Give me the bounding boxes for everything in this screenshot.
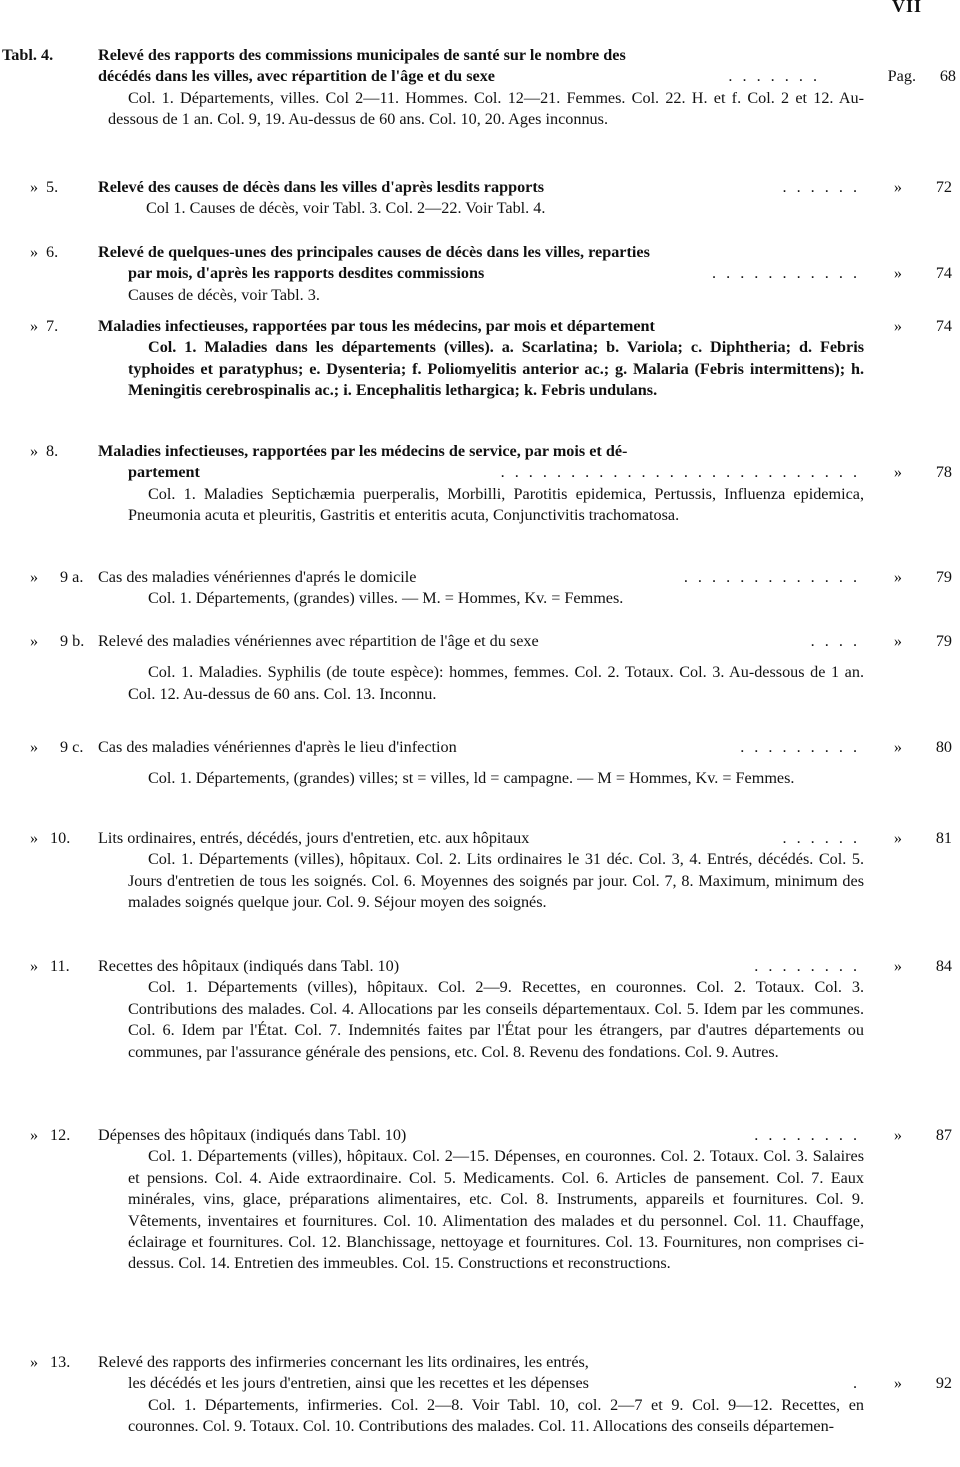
page-number: 79 xyxy=(935,632,952,650)
page-number: 79 xyxy=(935,568,952,586)
page-number: 78 xyxy=(935,463,952,482)
page-number: 87 xyxy=(935,1126,952,1144)
table-entry-12 xyxy=(0,1125,960,1273)
entry-heading: Relevé des rapports des infirmeries concernant les lits ordinaires, les entrés, xyxy=(98,1353,589,1371)
table-number: Tabl. 4. xyxy=(2,46,54,64)
entry-heading: les décédés et les jours d'entretien, ainsi que les recettes et les dépenses . xyxy=(128,1373,860,1394)
table-number: 9 c. xyxy=(60,738,84,756)
entry-heading: Cas des maladies vénériennes d'aprés le domicile . . . . . . . . . . . . . xyxy=(98,567,860,588)
page-number: 74 xyxy=(935,264,952,283)
table-number: 12. xyxy=(50,1126,71,1144)
page-roman-numeral: VII xyxy=(891,0,922,16)
ditto-mark: » xyxy=(30,178,39,196)
page-number: 80 xyxy=(935,738,952,756)
leader-dots: . . . . . . . . xyxy=(750,1125,860,1146)
entry-heading: Relevé de quelques-unes des principales causes de décès dans les villes, reparties xyxy=(98,243,650,261)
leader-dots: . . . . . . . . . . . . . xyxy=(680,567,860,588)
table-number: 9 a. xyxy=(60,568,84,586)
leader-dots: . . . . . . . . xyxy=(750,956,860,977)
entry-heading: Recettes des hôpitaux (indiqués dans Tabl. 10) . . . . . . . . xyxy=(98,956,860,977)
entry-heading: Relevé des rapports des commissions municipales de santé sur le nombre des xyxy=(98,46,626,64)
table-number: 8. xyxy=(46,442,59,460)
ditto-mark: » xyxy=(893,829,902,847)
leader-dots: . . . . . . . . . . . . . . . . . . . . . . . . . . xyxy=(497,462,860,483)
page-number: 81 xyxy=(935,829,952,847)
entry-heading: Maladies infectieuses, rapportées par les médecins de service, par mois et dé- xyxy=(98,442,628,460)
table-entry-13 xyxy=(0,1352,960,1436)
table-entry-7 xyxy=(0,316,960,400)
entry-heading: décédés dans les villes, avec répartition de l'âge et du sexe . . . . . . . xyxy=(98,66,820,87)
ditto-mark: » xyxy=(30,1353,39,1371)
table-number: 10. xyxy=(50,829,71,847)
ditto-mark: » xyxy=(30,317,39,335)
entry-heading: Cas des maladies vénériennes d'après le lieu d'infection . . . . . . . . . xyxy=(98,737,860,758)
entry-description: Col. 1. Départements, (grandes) villes; st = villes, ld = campagne. — M = Hommes, Kv. = Femmes. xyxy=(148,769,795,788)
entry-description: Col. 1. Départements, villes. Col 2—11. Hommes. Col. 12—21. Femmes. Col. 22. H. et f. Col. 2 et 12. Au-dessous de 1 an. Col. 9, 19. Au-dessus de 60 ans. Col. 10, 20. Ages inconnus. xyxy=(108,88,864,129)
entry-description: Col. 1. Départements (villes), hôpitaux. Col. 2—15. Dépenses, en couronnes. Col. 2. Totaux. Col. 3. Salaires et pensions. Col. 4. Aide extraordinaire. Col. 5. Medicaments. Col. 6. Articles de pansement. Col. 7. Eaux minérales, vins, glace, préparations alimentaires, etc. Col. 8. Instruments, appareils et fournitures. Col. 9. Vêtements, inventaires et fournitures. Col. 10. Alimentation des malades et du personnel. Col. 11. Chauffage, éclairage et fournitures. Col. 12. Blanchissage, nettoyage et fournitures. Col. 13. Fournitures, non comprises ci-dessus. Col. 14. Entretien des immeubles. Col. 15. Constructions et reconstructions. xyxy=(128,1147,864,1273)
entry-description: Causes de décès, voir Tabl. 3. xyxy=(128,285,320,304)
ditto-mark: » xyxy=(30,632,39,650)
ditto-mark: » xyxy=(30,738,39,756)
leader-dots: . . . . . . xyxy=(778,828,860,849)
ditto-mark: » xyxy=(893,463,902,482)
leader-dots: . . . . . . . . . . . xyxy=(708,263,860,284)
ditto-mark: » xyxy=(893,264,902,283)
ditto-mark: » xyxy=(30,442,39,460)
entry-description: Col. 1. Maladies. Syphilis (de toute espèce): hommes, femmes. Col. 2. Totaux. Col. 3. Au-dessous de 1 an. Col. 12. Au-dessus de 60 ans. Col. 13. Inconnu. xyxy=(128,663,864,703)
table-number: 7. xyxy=(46,317,59,335)
entry-description: Col 1. Causes de décès, voir Tabl. 3. Col. 2—22. Voir Tabl. 4. xyxy=(146,199,546,218)
table-entry-10 xyxy=(0,828,960,912)
entry-description: Col. 1. Départements, infirmeries. Col. 2—8. Voir Tabl. 10, col. 2—7 et 9. Col. 9—12. Recettes, en couronnes. Col. 9. Totaux. Col. 10. Contributions des malades. Col. 11. Allocations des conseils départemen- xyxy=(128,1395,864,1436)
ditto-mark: » xyxy=(30,1126,39,1144)
ditto-mark: » xyxy=(30,243,39,261)
leader-dots: . . . . . . xyxy=(778,177,860,198)
ditto-mark: » xyxy=(893,568,902,586)
table-number: 6. xyxy=(46,243,59,261)
entry-heading: Relevé des causes de décès dans les villes d'après lesdits rapports . . . . . . xyxy=(98,177,860,198)
ditto-mark: » xyxy=(30,568,39,586)
table-entry-8 xyxy=(0,441,960,525)
ditto-mark: » xyxy=(893,1374,902,1393)
table-entry-11 xyxy=(0,956,960,1061)
table-entry-9b xyxy=(0,631,960,703)
entry-heading: partement . . . . . . . . . . . . . . . . . . . . . . . . . . xyxy=(128,462,860,483)
leader-dots: . . . . . . . xyxy=(724,66,820,87)
ditto-mark: » xyxy=(30,957,39,975)
entry-heading: Relevé des maladies vénériennes avec répartition de l'âge et du sexe . . . . xyxy=(98,631,860,652)
ditto-mark: » xyxy=(893,957,902,975)
page-number: 84 xyxy=(935,957,952,975)
entry-description: Col. 1. Départements (villes), hôpitaux. Col. 2—9. Recettes, en couronnes. Col. 2. Totaux. Col. 3. Contributions des malades. Col. 4. Allocations par les conseils départementaux. Col. 5. Idem par les communes. Col. 6. Idem par l'État. Col. 7. Indemnités faites par l'État pour les étrangers, par d'autres départements ou communes, par l'assurance générale des pensions, etc. Col. 8. Revenu des fondations. Col. 9. Autres. xyxy=(128,978,864,1061)
entry-description: Col. 1. Départements, (grandes) villes. — M. = Hommes, Kv. = Femmes. xyxy=(148,589,624,608)
ditto-mark: » xyxy=(893,1126,902,1144)
entry-heading: Maladies infectieuses, rapportées par tous les médecins, par mois et département xyxy=(98,317,655,335)
table-number: 9 b. xyxy=(60,632,85,650)
table-entry-6 xyxy=(0,242,960,304)
ditto-mark: » xyxy=(30,829,39,847)
table-entry-9a xyxy=(0,567,960,608)
page-number: 72 xyxy=(935,178,952,196)
ditto-mark: » xyxy=(893,738,902,756)
entry-heading: Dépenses des hôpitaux (indiqués dans Tabl. 10) . . . . . . . . xyxy=(98,1125,860,1146)
entry-description: Col. 1. Maladies Septichæmia puerperalis, Morbilli, Parotitis epidemica, Pertussis, Influenza epidemica, Pneumonia acuta et pleuritis, Gastritis et enteritis acuta, Conjunctivitis trachomatosa. xyxy=(128,484,864,525)
ditto-mark: » xyxy=(893,178,902,196)
table-number: 13. xyxy=(50,1353,71,1371)
page-number: 74 xyxy=(935,317,952,335)
leader-dots: . . . . . . . . . xyxy=(736,737,860,758)
leader-dots: . . . . xyxy=(807,631,860,652)
entry-heading: Lits ordinaires, entrés, décédés, jours d'entretien, etc. aux hôpitaux . . . . . . xyxy=(98,828,860,849)
table-entry-4 xyxy=(0,45,960,129)
table-entry-9c xyxy=(0,737,960,788)
table-number: 11. xyxy=(50,957,70,975)
ditto-mark: » xyxy=(893,632,902,650)
entry-description: Col. 1. Départements (villes), hôpitaux. Col. 2. Lits ordinaires le 31 déc. Col. 3, 4. Entrés, décédés. Col. 5. Jours d'entretien de tous les soignés. Col. 6. Moyennes des soignés par jour. Col. 7, 8. Maximum, minimum des malades soignés quelque jour. Col. 9. Séjour moyen des soignés. xyxy=(128,850,864,912)
entry-description: Col. 1. Maladies dans les départements (villes). a. Scarlatina; b. Variola; c. Diphtheria; d. Febris typhoides et paratyphus; e. Dysenteria; f. Poliomyelitis anterior ac.; g. Malaria (Febris intermittens); h. Meningitis cerebrospinalis ac.; i. Encephalitis lethargica; k. Febris undulans. xyxy=(128,338,864,400)
page-number: 92 xyxy=(935,1374,952,1393)
ditto-mark: » xyxy=(893,317,902,335)
table-entry-5 xyxy=(0,177,960,218)
page-number: 68 xyxy=(939,67,956,86)
leader-dots: . xyxy=(849,1373,860,1394)
entry-heading: par mois, d'après les rapports desdites commissions . . . . . . . . . . . xyxy=(128,263,860,284)
pag-label: Pag. xyxy=(887,67,916,86)
table-number: 5. xyxy=(46,178,59,196)
